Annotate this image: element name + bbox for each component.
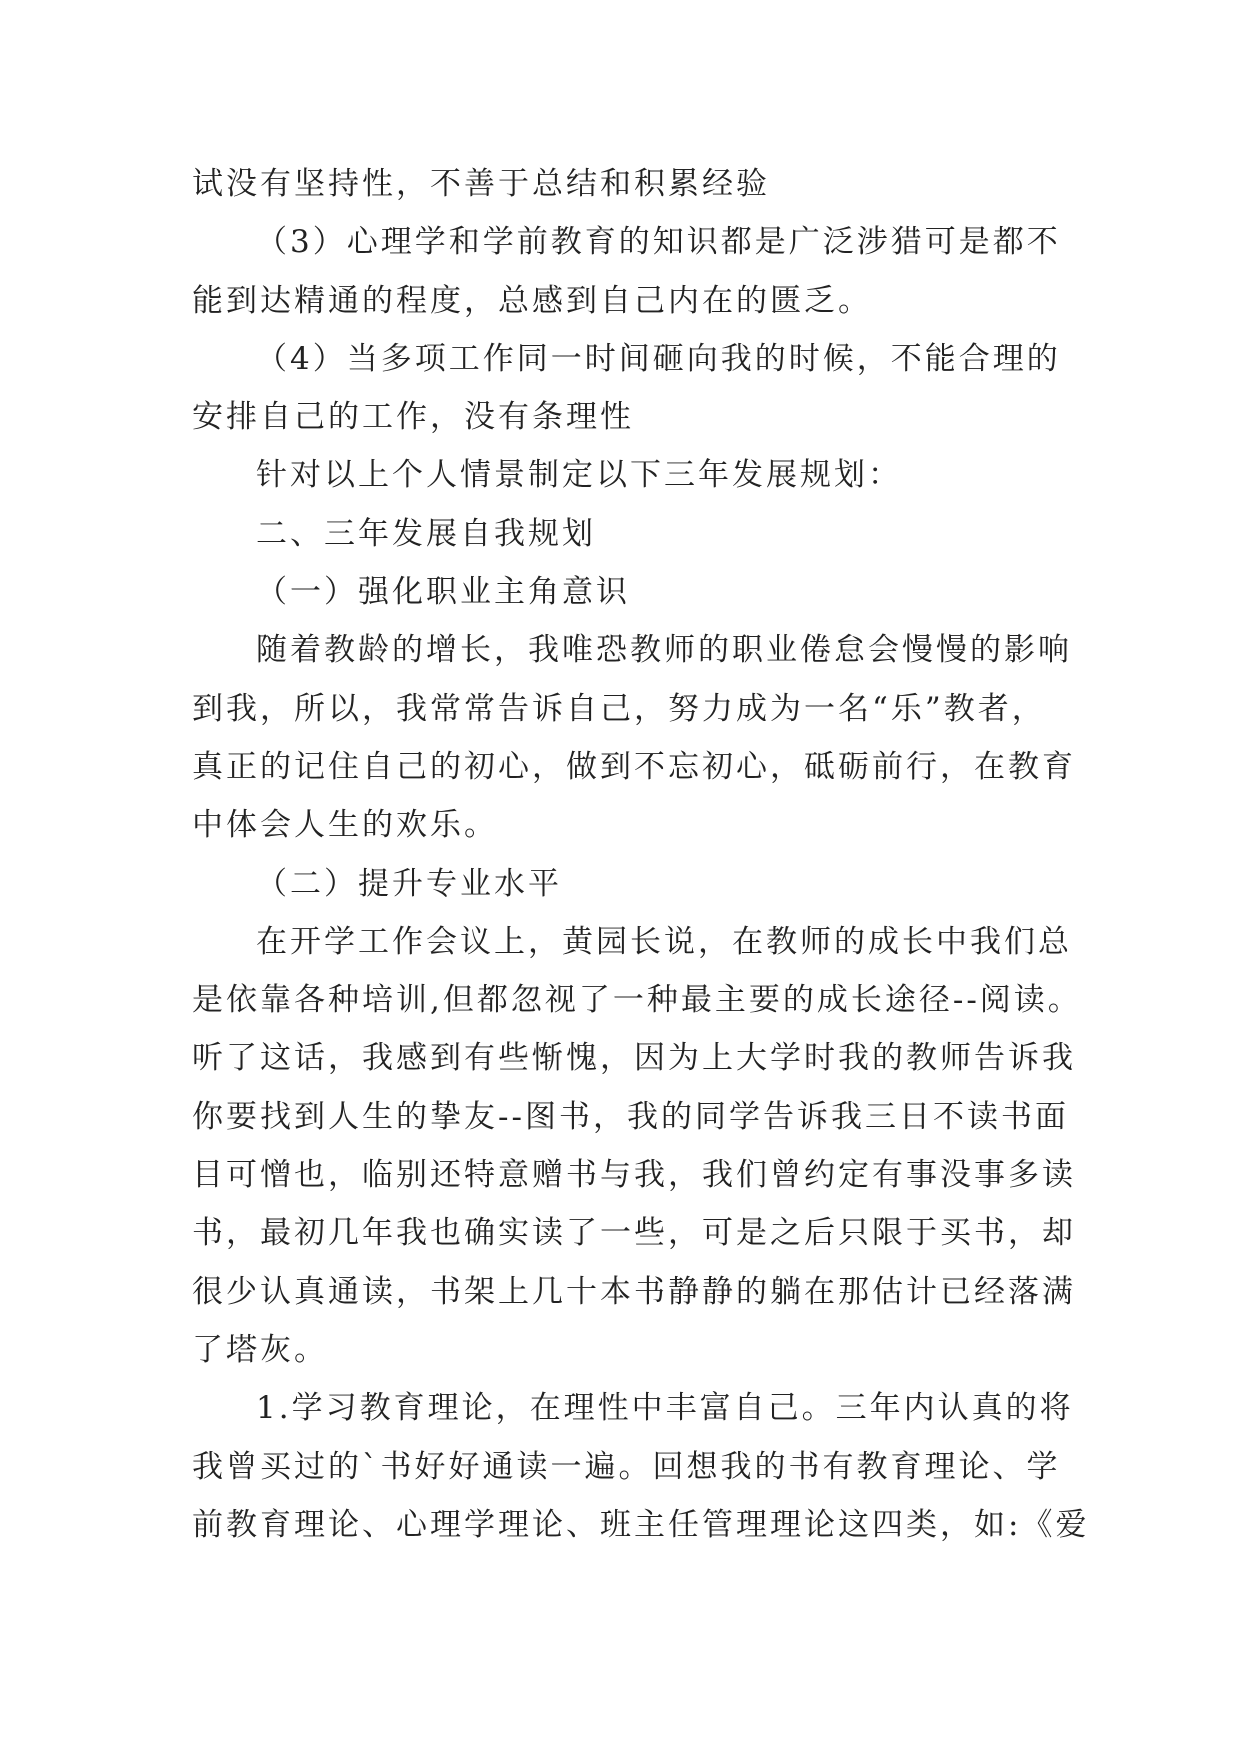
text-line: 在开学工作会议上，黄园长说，在教师的成长中我们总 <box>256 923 1072 960</box>
text-line: 前教育理论、心理学理论、班主任管理理论这四类，如:《爱 <box>192 1506 1090 1543</box>
text-line: 随着教龄的增长，我唯恐教师的职业倦怠会慢慢的影响 <box>256 632 1072 669</box>
text-line: 很少认真通读，书架上几十本书静静的躺在那估计已经落满 <box>192 1273 1076 1310</box>
text-line: 针对以上个人情景制定以下三年发展规划： <box>256 457 902 494</box>
text-line: 你要找到人生的挚友--图书，我的同学告诉我三日不读书面 <box>192 1098 1069 1135</box>
text-line: 能到达精通的程度，总感到自己内在的匮乏。 <box>192 282 872 319</box>
text-line: 真正的记住自己的初心，做到不忘初心，砥砺前行，在教育 <box>192 748 1076 785</box>
text-line: 到我，所以，我常常告诉自己，努力成为一名“乐”教者， <box>192 690 1046 727</box>
text-line: 1.学习教育理论，在理性中丰富自己。三年内认真的将 <box>256 1390 1074 1427</box>
text-line: （3）心理学和学前教育的知识都是广泛涉猎可是都不 <box>256 224 1061 261</box>
text-line: 听了这话，我感到有些惭愧，因为上大学时我的教师告诉我 <box>192 1040 1076 1077</box>
text-line: 中体会人生的欢乐。 <box>192 807 498 844</box>
text-line: 是依靠各种培训,但都忽视了一种最主要的成长途径--阅读。 <box>192 982 1082 1019</box>
text-line: 目可憎也，临别还特意赠书与我，我们曾约定有事没事多读 <box>192 1157 1076 1194</box>
subsection-heading: （二）提升专业水平 <box>256 865 562 902</box>
text-line: （4）当多项工作同一时间砸向我的时候，不能合理的 <box>256 340 1061 377</box>
subsection-heading: （一）强化职业主角意识 <box>256 574 630 611</box>
text-line: 了塔灰。 <box>192 1331 328 1368</box>
section-heading: 二、三年发展自我规划 <box>256 515 596 552</box>
document-body <box>192 155 1090 1554</box>
text-line: 试没有坚持性，不善于总结和积累经验 <box>192 166 770 202</box>
text-line: 书，最初几年我也确实读了一些，可是之后只限于买书，却 <box>192 1215 1076 1252</box>
text-line: 我曾买过的`书好好通读一遍。回想我的书有教育理论、学 <box>192 1448 1061 1485</box>
text-line: 安排自己的工作，没有条理性 <box>192 399 634 436</box>
